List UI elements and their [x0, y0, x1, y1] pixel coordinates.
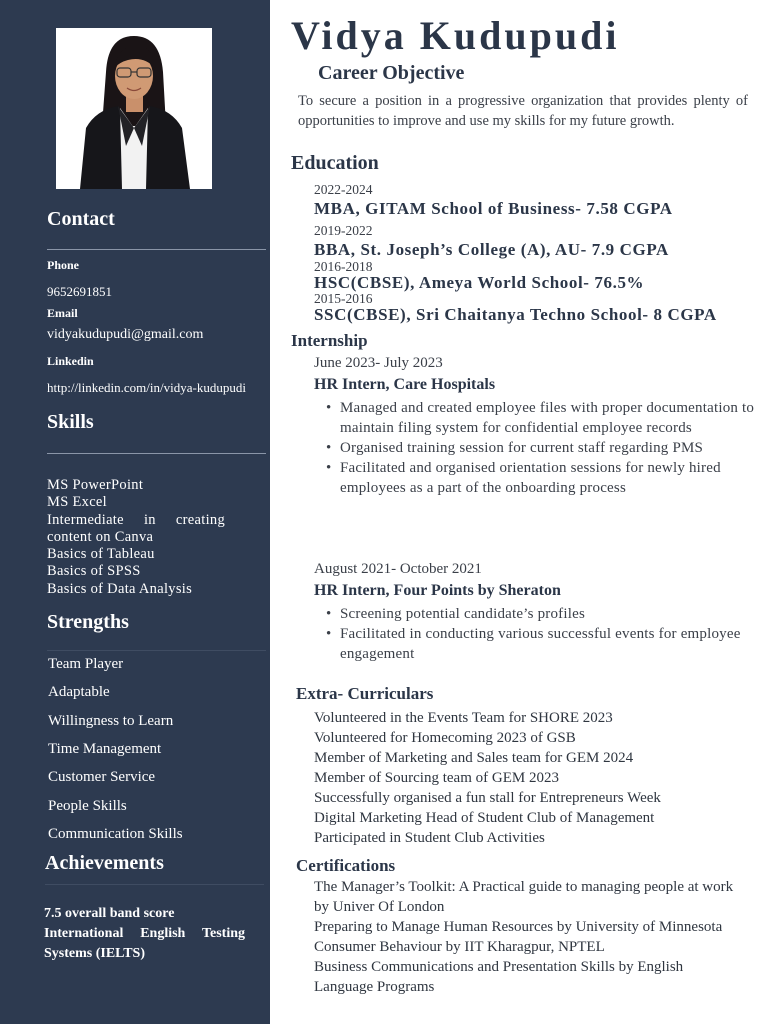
career-objective-text: To secure a position in a progressive organization that provides plenty of opportunities to improve and use my skills for my future growth.: [298, 93, 748, 129]
internship-heading: Internship: [291, 331, 368, 350]
list-item: Preparing to Manage Human Resources by University of Minnesota: [314, 919, 723, 935]
strength-item: Customer Service: [48, 769, 156, 785]
education-detail: MBA, GITAM School of Business- 7.58 CGPA: [314, 199, 673, 218]
internship-dates: June 2023- July 2023: [314, 355, 443, 371]
internship-role: HR Intern, Four Points by Sheraton: [314, 582, 561, 599]
skill-item: Basics of Data Analysis: [47, 580, 193, 597]
achievement-text: [44, 904, 245, 964]
achievements-heading: Achievements: [45, 852, 164, 874]
list-item: Volunteered for Homecoming 2023 of GSB: [314, 730, 576, 746]
internship-bullets: [322, 398, 756, 498]
email-label: Email: [47, 306, 78, 320]
list-item: • Facilitated and organised orientation sessions for newly hired employees as a part of the onboarding process: [322, 458, 756, 498]
skills-heading: Skills: [47, 411, 94, 433]
extra-curriculars-heading: Extra- Curriculars: [296, 684, 434, 703]
skill-item: MS PowerPoint: [47, 477, 144, 493]
list-item: Digital Marketing Head of Student Club of Management: [314, 810, 655, 826]
education-detail: SSC(CBSE), Sri Chaitanya Techno School- 8 CGPA: [314, 305, 717, 324]
skill-item: Basics of SPSS: [47, 563, 141, 580]
list-item: Member of Sourcing team of GEM 2023: [314, 770, 559, 786]
list-item: The Manager’s Toolkit: A Practical guide to managing people at work by Univer Of London: [314, 879, 734, 915]
internship-dates: August 2021- October 2021: [314, 561, 482, 577]
strength-item: Communication Skills: [48, 826, 183, 842]
phone-value: 9652691851: [47, 284, 112, 299]
education-heading: Education: [291, 152, 379, 174]
list-item: • Facilitated in conducting various successful events for employee engagement: [322, 624, 756, 664]
strength-item: Time Management: [48, 741, 162, 757]
skill-item: MS Excel: [47, 494, 107, 511]
strength-item: Team Player: [48, 656, 124, 672]
list-item: • Managed and created employee files with proper documentation to maintain filing system for confidential employee records: [322, 398, 756, 438]
skill-item: Basics of Tableau: [47, 546, 155, 563]
list-item: Member of Marketing and Sales team for GEM 2024: [314, 750, 634, 766]
list-item: Volunteered in the Events Team for SHORE 2023: [314, 710, 613, 726]
list-item: • Screening potential candidate’s profiles: [322, 604, 756, 624]
divider: [45, 884, 264, 885]
linkedin-link[interactable]: http://linkedin.com/in/vidya-kudupudi: [47, 380, 246, 395]
contact-heading: Contact: [47, 208, 115, 230]
list-item: Business Communications and Presentation Skills by English Language Programs: [314, 959, 684, 995]
education-years: 2019-2022: [314, 223, 373, 238]
education-detail: BBA, St. Joseph’s College (A), AU- 7.9 CGPA: [314, 240, 669, 259]
education-detail: HSC(CBSE), Ameya World School- 76.5%: [314, 273, 645, 292]
linkedin-label: Linkedin: [47, 354, 94, 368]
phone-label: Phone: [47, 258, 80, 272]
skill-item: Intermediate in creating content on Canva: [47, 511, 225, 545]
education-years: 2022-2024: [314, 182, 373, 197]
strength-item: People Skills: [48, 798, 127, 814]
extra-curriculars-list: [314, 708, 754, 848]
strengths-heading: Strengths: [47, 611, 129, 633]
internship-role: HR Intern, Care Hospitals: [314, 376, 496, 393]
achievement-line: International English Testing: [44, 926, 245, 941]
list-item: Consumer Behaviour by IIT Kharagpur, NPTEL: [314, 939, 605, 955]
achievement-line: 7.5 overall band score: [44, 906, 175, 921]
education-years: 2015-2016: [314, 291, 373, 306]
list-item: • Organised training session for current staff regarding PMS: [322, 438, 756, 458]
sidebar: [0, 0, 270, 1024]
divider: [47, 249, 266, 250]
achievement-line: Systems (IELTS): [44, 946, 146, 961]
email-value[interactable]: vidyakudupudi@gmail.com: [47, 327, 204, 342]
strength-item: Adaptable: [48, 684, 110, 700]
career-objective-heading: Career Objective: [318, 62, 465, 84]
certifications-list: [314, 877, 744, 997]
list-item: Successfully organised a fun stall for Entrepreneurs Week: [314, 790, 661, 806]
profile-photo: [56, 28, 212, 189]
list-item: Participated in Student Club Activities: [314, 830, 545, 846]
candidate-name: Vidya Kudupudi: [291, 13, 620, 58]
certifications-heading: Certifications: [296, 856, 396, 875]
internship-bullets: [322, 604, 756, 664]
strength-item: Willingness to Learn: [48, 713, 174, 729]
divider: [47, 650, 266, 651]
divider: [47, 453, 266, 454]
education-years: 2016-2018: [314, 259, 373, 274]
skills-list: [47, 477, 225, 598]
